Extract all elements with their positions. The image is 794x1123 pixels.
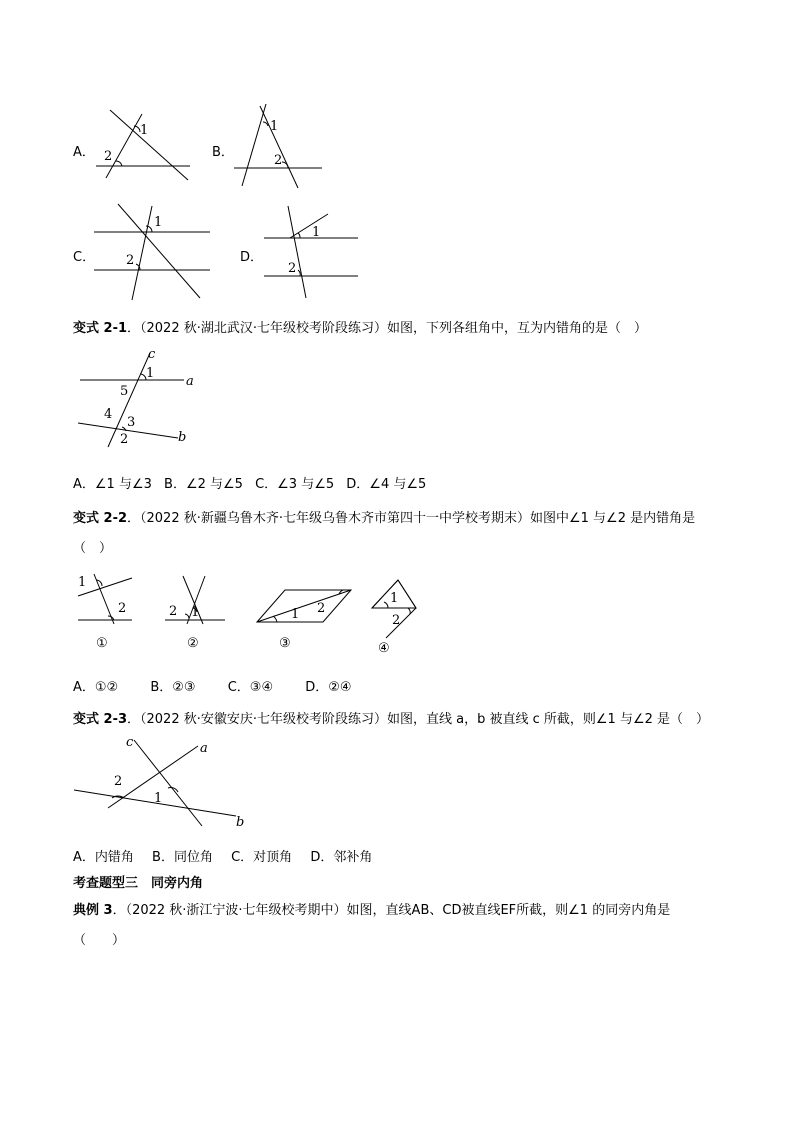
option-a-label: A． [73, 145, 95, 160]
question-2-3-options [73, 846, 380, 865]
fig23-line-a: a [200, 741, 208, 756]
question-2-1 [73, 317, 647, 336]
figure-2-2-2 [163, 572, 243, 654]
fig22b-caption: ② [187, 636, 199, 651]
example-3-bracket: （ ） [73, 933, 126, 948]
figure-option-b [230, 102, 330, 192]
example-3-text: ．（2022 秋·浙江宁波·七年级校考期中）如图，直线AB、CD被直线EF所截，则∠1 的同旁内角是 [112, 903, 671, 918]
section-heading: 考查题型三 同旁内角 [73, 876, 204, 891]
question-2-1-options [73, 473, 434, 492]
option-b-label: B． [212, 145, 234, 160]
fig22d-angle1: 1 [390, 591, 399, 606]
figure-2-2-1 [74, 572, 154, 654]
fig-c-angle1: 1 [154, 215, 163, 230]
fig22c-angle2: 2 [317, 601, 326, 616]
fig21-line-a: a [186, 374, 194, 389]
figure-option-d [262, 202, 362, 302]
q22-option-a[interactable]: A．①② [73, 680, 119, 695]
question-2-2-text: ．（2022 秋·新疆乌鲁木齐·七年级乌鲁木齐市第四十一中学校考期末）如图中∠1 与∠2 是内错角是 [127, 511, 696, 526]
figure-option-c [92, 202, 212, 302]
fig-d-angle2: 2 [288, 261, 297, 276]
question-2-2 [73, 507, 695, 526]
q21-option-d[interactable]: D．∠4 与∠5 [346, 477, 427, 492]
q23-option-d[interactable]: D．邻补角 [310, 850, 373, 865]
fig21-line-b: b [178, 430, 187, 445]
fig22d-caption: ④ [378, 641, 390, 656]
fig23-angle1: 1 [154, 791, 163, 806]
fig21-angle5: 5 [120, 384, 129, 399]
fig-a-angle1: 1 [140, 123, 149, 138]
q23-option-b[interactable]: B．同位角 [152, 850, 213, 865]
fig21-line-c: c [148, 347, 156, 362]
option-d-label: D． [240, 250, 264, 265]
fig-b-angle2: 2 [274, 153, 283, 168]
question-2-3 [73, 708, 709, 727]
figure-question-2-3 [72, 734, 252, 834]
q21-option-a[interactable]: A．∠1 与∠3 [73, 477, 152, 492]
figure-question-2-1 [74, 345, 204, 450]
figure-2-2-4 [368, 572, 438, 654]
fig-c-angle2: 2 [126, 253, 135, 268]
fig-d-angle1: 1 [312, 225, 321, 240]
fig-a-angle2: 2 [104, 149, 113, 164]
fig22a-angle1: 1 [78, 575, 87, 590]
question-2-3-text: ．（2022 秋·安徽安庆·七年级校考阶段练习）如图，直线 a，b 被直线 c 所截，则∠1 与∠2 是（ ） [127, 712, 710, 727]
fig22a-angle2: 2 [118, 601, 127, 616]
fig21-angle4: 4 [104, 407, 113, 422]
fig22c-caption: ③ [279, 636, 291, 651]
question-2-2-number: 变式 2-2 [73, 511, 128, 526]
question-2-3-number: 变式 2-3 [73, 712, 128, 727]
fig22b-angle2: 2 [169, 604, 178, 619]
figure-2-2-3 [255, 572, 355, 654]
figure-option-a [90, 108, 200, 188]
question-2-2-options [73, 676, 360, 695]
fig23-line-b: b [236, 815, 245, 830]
q21-option-c[interactable]: C．∠3 与∠5 [255, 477, 335, 492]
fig22b-angle1: 1 [191, 605, 200, 620]
fig23-line-c: c [126, 735, 134, 750]
question-2-1-text: ．（2022 秋·湖北武汉·七年级校考阶段练习）如图，下列各组角中，互为内错角的是（ ） [127, 321, 647, 336]
fig21-angle3: 3 [127, 415, 136, 430]
q21-option-b[interactable]: B．∠2 与∠5 [164, 477, 243, 492]
q23-option-a[interactable]: A．内错角 [73, 850, 134, 865]
q22-option-c[interactable]: C．③④ [227, 680, 274, 695]
q22-option-b[interactable]: B．②③ [150, 680, 196, 695]
fig22a-caption: ① [96, 636, 108, 651]
fig22c-angle1: 1 [291, 607, 300, 622]
fig22d-angle2: 2 [392, 613, 401, 628]
fig-b-angle1: 1 [270, 119, 279, 134]
example-3 [73, 899, 670, 918]
example-3-number: 典例 3 [73, 903, 113, 918]
question-2-2-bracket: （ ） [73, 541, 113, 556]
q22-option-d[interactable]: D．②④ [305, 680, 352, 695]
fig21-angle2: 2 [120, 432, 129, 447]
fig23-angle2: 2 [114, 774, 123, 789]
q23-option-c[interactable]: C．对顶角 [231, 850, 293, 865]
option-c-label: C． [73, 250, 96, 265]
question-2-1-number: 变式 2-1 [73, 321, 128, 336]
fig21-angle1: 1 [146, 366, 155, 381]
